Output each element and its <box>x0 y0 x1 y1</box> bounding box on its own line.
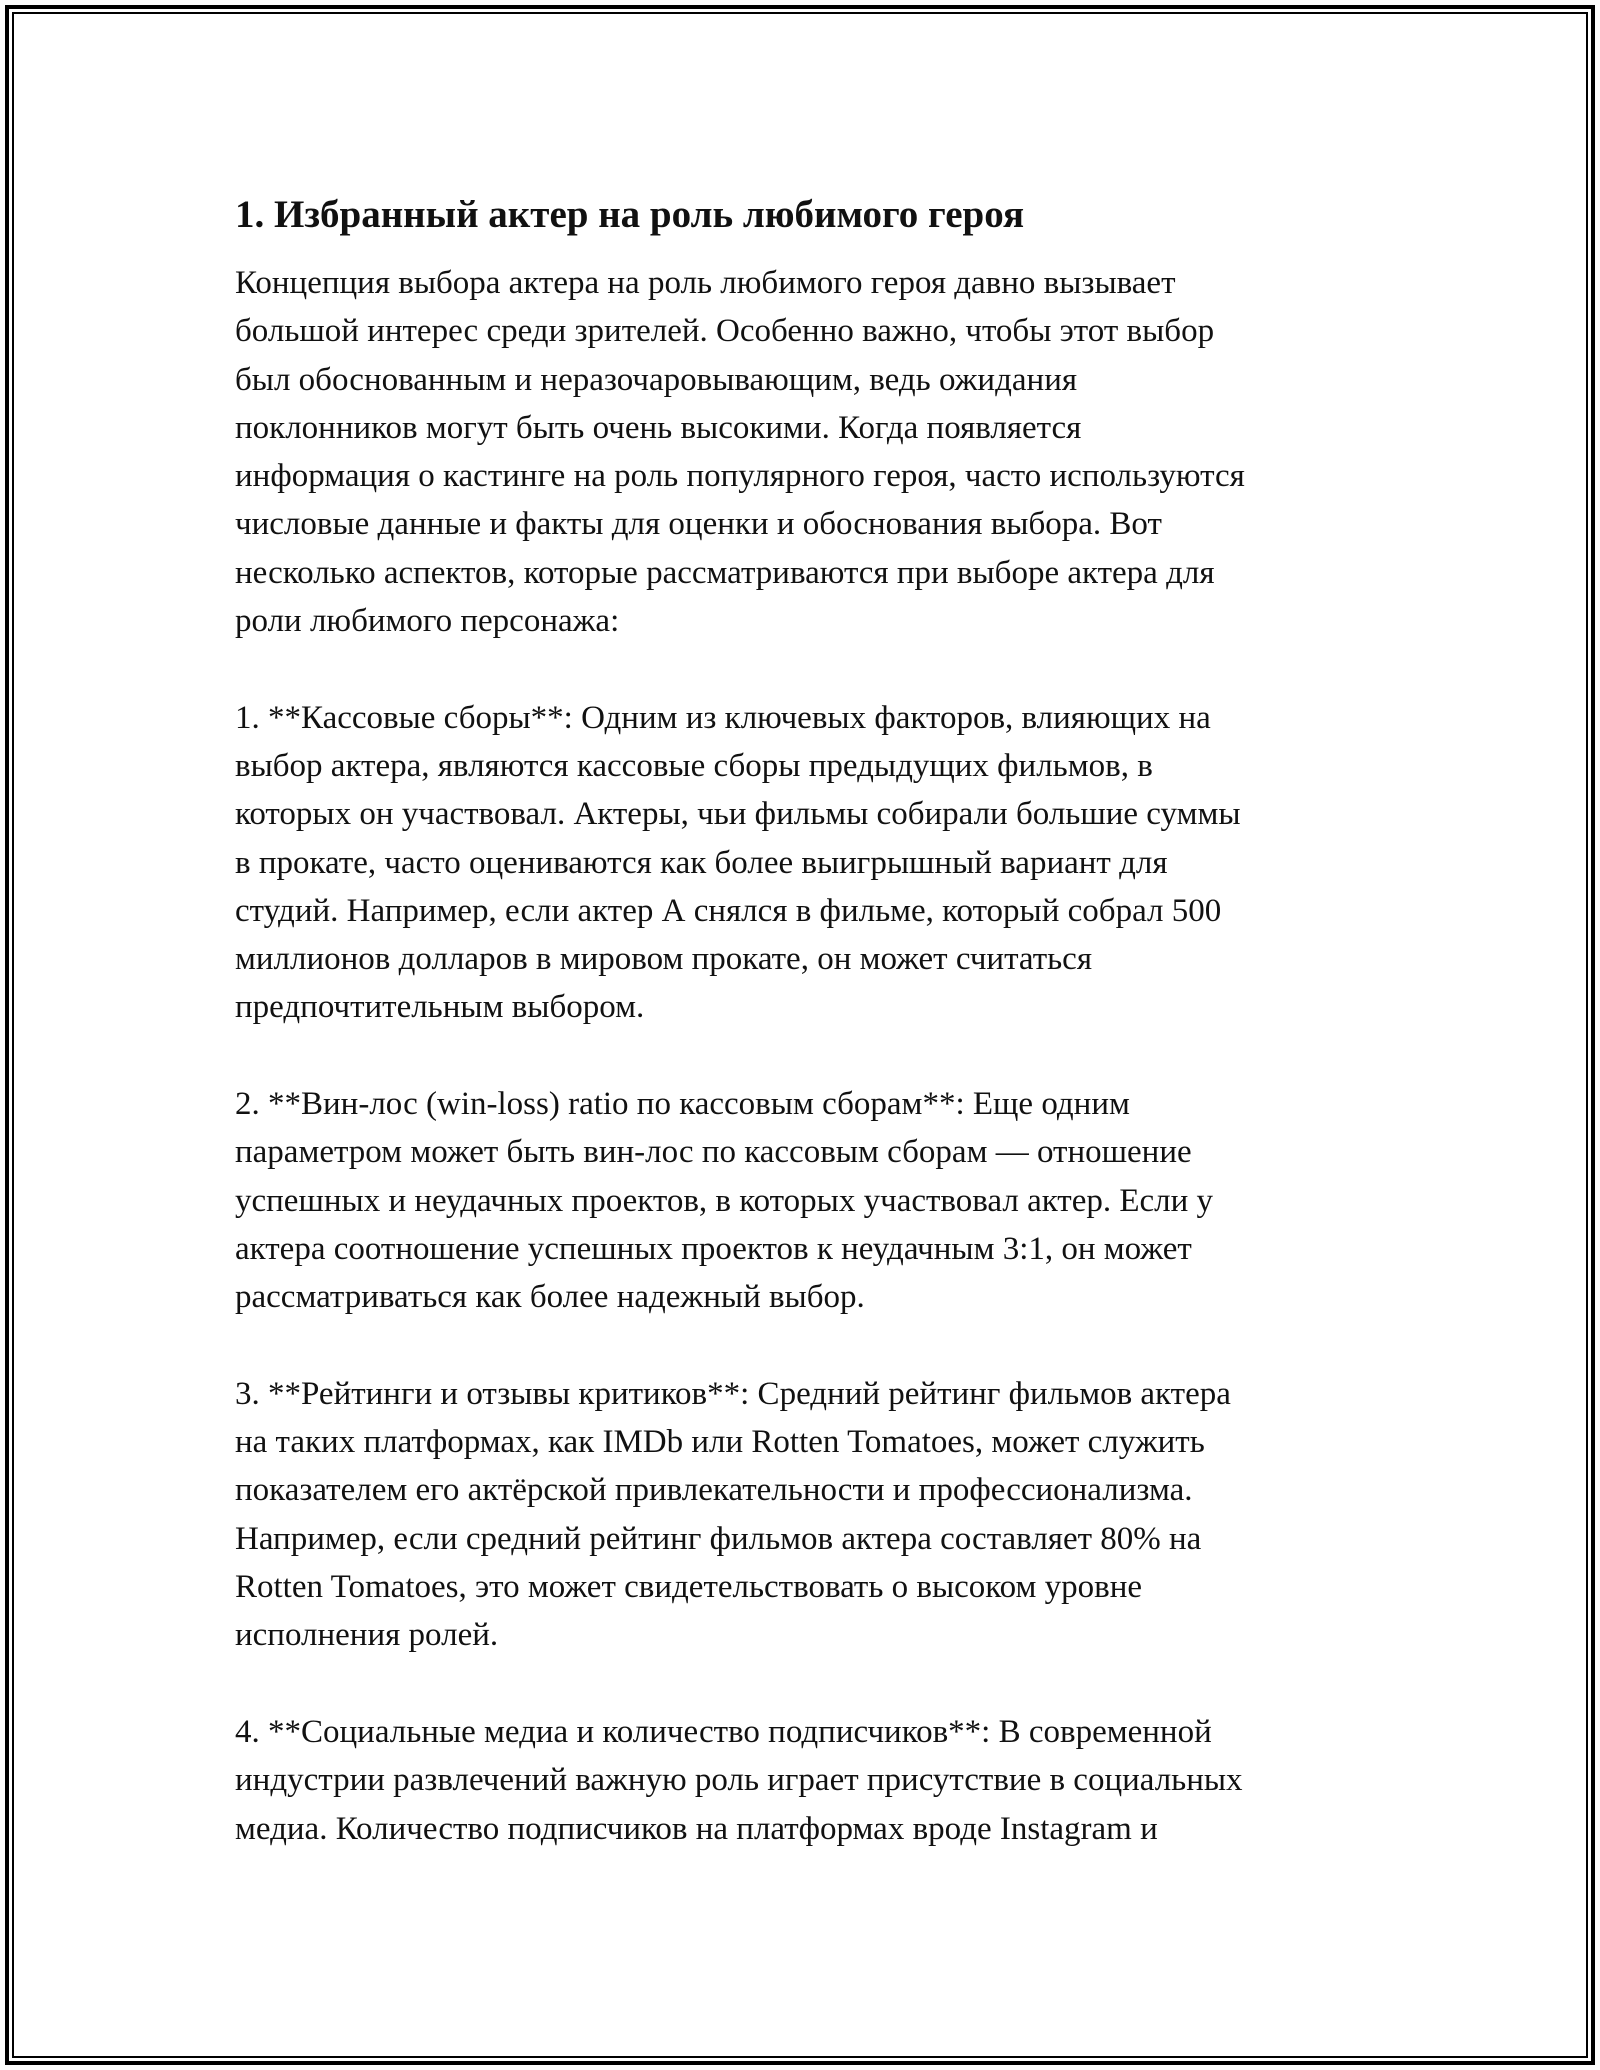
point-win-loss-paragraph: 2. **Вин-лос (win-loss) ratio по кассовым сборам**: Еще одним параметром может быть вин-лос по кассовым сборам — отношение успешных и неудачных проектов, в которых участвовал актер. Если у актера соотношение успешных проектов к неудачным 3:1, он может рассматриваться как более надежный выбор. <box>235 1086 1214 1316</box>
point-ratings-paragraph: 3. **Рейтинги и отзывы критиков**: Средний рейтинг фильмов актера на таких платформах, как IMDb или Rotten Tomatoes, может служить показателем его актёрской привлекательности и профессионализма. Например, если средний рейтинг фильмов актера составляет 80% на Rotten Tomatoes, это может свидетельствовать о высоком уровне исполнения ролей. <box>235 1375 1231 1654</box>
document-body <box>235 185 1375 1853</box>
point-social-media-paragraph: 4. **Социальные медиа и количество подписчиков**: В современной индустрии развлечений важную роль играет присутствие в социальных медиа. Количество подписчиков на платформах вроде Instagram и <box>235 1713 1243 1847</box>
section-heading: 1. Избранный актер на роль любимого героя <box>235 193 1025 236</box>
intro-paragraph: Концепция выбора актера на роль любимого героя давно вызывает большой интерес среди зрителей. Особенно важно, чтобы этот выбор был обоснованным и неразочаровывающим, ведь ожидания поклонников могут быть очень высокими. Когда появляется информация о кастинге на роль популярного героя, часто используются числовые данные и факты для оценки и обоснования выбора. Вот несколько аспектов, которые рассматриваются при выборе актера для роли любимого персонажа: <box>235 265 1245 640</box>
point-box-office-paragraph: 1. **Кассовые сборы**: Одним из ключевых факторов, влияющих на выбор актера, являются кассовые сборы предыдущих фильмов, в которых он участвовал. Актеры, чьи фильмы собирали большие суммы в прокате, часто оцениваются как более выигрышный вариант для студий. Например, если актер А снялся в фильме, который собрал 500 миллионов долларов в мировом прокате, он может считаться предпочтительным выбором. <box>235 699 1241 1026</box>
